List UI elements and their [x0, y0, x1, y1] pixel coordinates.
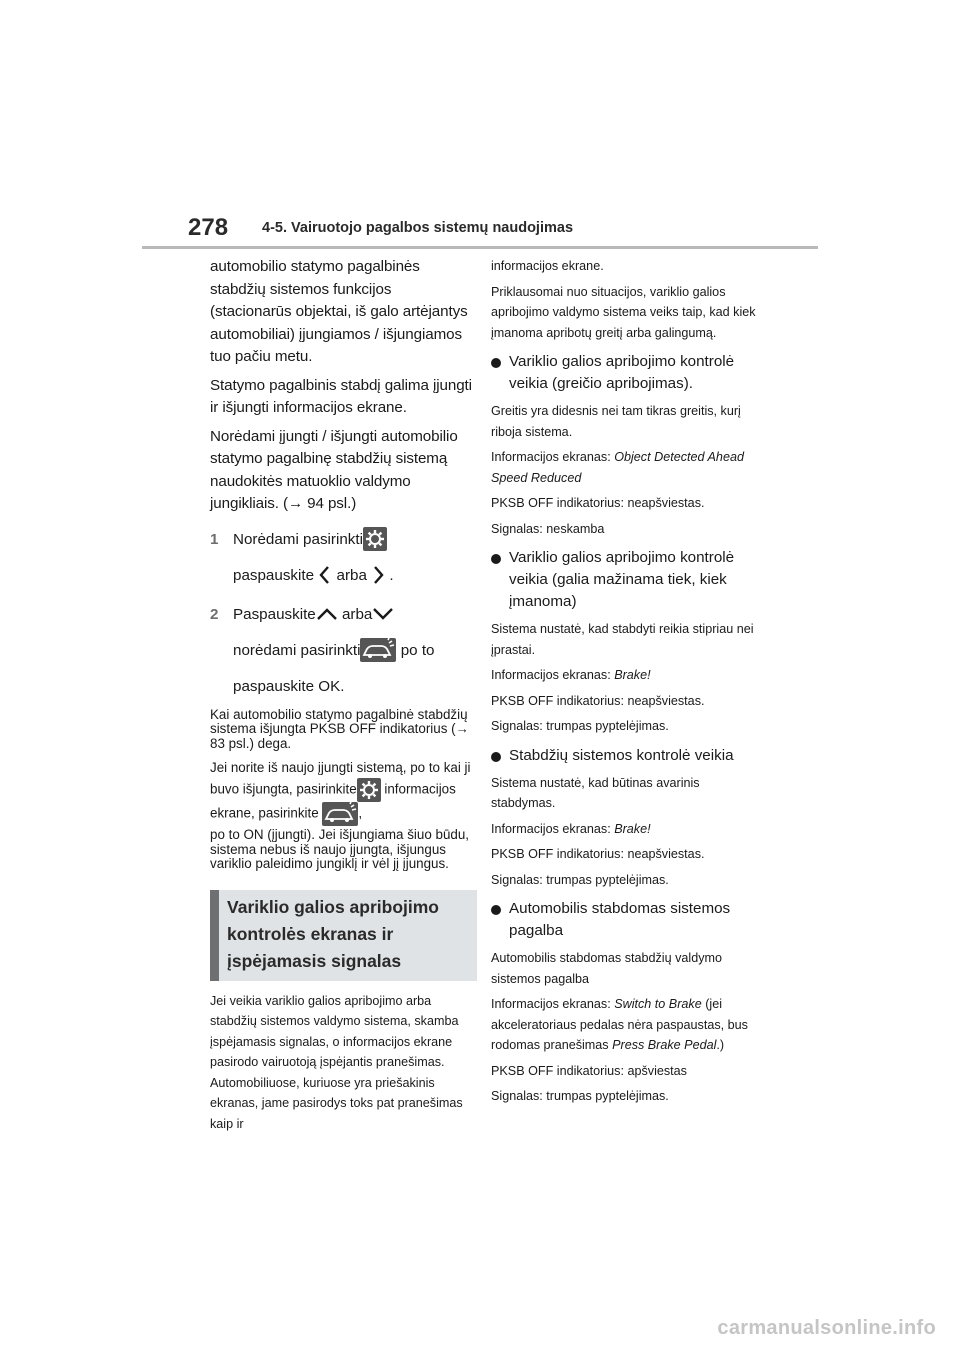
step-text: Norėdami pasirinkti: [233, 530, 363, 548]
info-value: Switch to Brake: [614, 997, 702, 1011]
info-text: .): [716, 1038, 725, 1052]
step-text: .: [340, 677, 345, 695]
signal-status: Signalas: neskamba: [491, 521, 605, 536]
info-label: Informacijos ekranas:: [491, 821, 611, 836]
chevron-right-icon: [371, 565, 385, 585]
pksb-status: PKSB OFF indikatorius: apšviestas: [491, 1063, 687, 1078]
info-label: Informacijos ekranas:: [491, 997, 611, 1011]
step-number: 1: [210, 530, 219, 548]
chevron-down-icon: [372, 607, 394, 621]
bullet-title: Automobilis stabdomas sistemos pagalba: [509, 900, 731, 939]
note: [210, 757, 472, 826]
car-sensor-icon: [322, 802, 358, 826]
info-display: [491, 447, 757, 488]
info-value: Press Brake Pedal: [612, 1038, 717, 1052]
gear-icon: [357, 778, 381, 802]
pksb-status: PKSB OFF indikatorius: neapšviestas.: [491, 496, 705, 510]
info-value: Object Detected Ahead Speed Reduced: [491, 450, 744, 485]
bullet-dot: [491, 358, 501, 368]
note: Kai automobilio statymo pagalbinė stabdžių sistema išjungta PKSB OFF indikatorius (→ 83 psl.) dega.: [210, 706, 469, 751]
step-text: norėdami pasirinkti: [233, 641, 361, 659]
step-text: arba: [341, 605, 373, 623]
bullet-dot: [491, 752, 501, 762]
signal-status: Signalas: trumpas pyptelėjimas.: [491, 1089, 669, 1103]
paragraph: Jei veikia variklio galios apribojimo arba stabdžių sistemos valdymo sistema, skamba įspėjamasis signalas, o informacijos ekrane pasirodo vairuotoją įspėjantis pranešimas. Automobiliuose, kuriuose yra priešakinis ekranas, jame pasirodys toks pat pranešimas kaip ir: [210, 993, 463, 1131]
paragraph: Priklausomai nuo situacijos, variklio galios apribojimo valdymo sistema veiks taip, kad kiek įmanoma apribotų greitį arba galingumą.: [491, 284, 756, 340]
info-display: [491, 819, 757, 840]
note-text: ,: [358, 805, 363, 821]
page-header: [142, 212, 818, 249]
bullet-item: [491, 351, 757, 395]
paragraph: Statymo pagalbinis stabdį galima įjungti ir išjungti informacijos ekrane.: [210, 376, 472, 416]
paragraph: Sistema nustatė, kad stabdyti reikia stipriau nei įprastai.: [491, 622, 754, 657]
paragraph: Norėdami įjungti / išjungti automobilio statymo pagalbinę stabdžių sistemą naudokitės matuoklio valdymo jungikliais. (→ 94 psl.): [210, 427, 458, 512]
step-text: paspauskite: [233, 566, 315, 584]
bullet-item: [491, 745, 757, 767]
bullet-title: Variklio galios apribojimo kontrolė veikia (greičio apribojimas).: [509, 353, 735, 392]
note: po to ON (įjungti). Jei išjungiama šiuo būdu, sistema nebus iš naujo įjungta, išjungus variklio paleidimo jungiklį ir vėl jį įjungus.: [210, 827, 470, 871]
info-value: Brake!: [614, 821, 651, 836]
bullet-title: Variklio galios apribojimo kontrolė veikia (galia mažinama tiek, kiek įmanoma): [509, 549, 735, 610]
paragraph: Greitis yra didesnis nei tam tikras greitis, kurį riboja sistema.: [491, 404, 741, 439]
info-label: Informacijos ekranas:: [491, 668, 611, 682]
info-display: [491, 994, 757, 1056]
step-1: [210, 522, 472, 594]
bullet-dot: [491, 905, 501, 915]
step-2: [210, 597, 472, 705]
car-sensor-icon: [360, 638, 396, 662]
bullet-dot: [491, 554, 501, 564]
paragraph: informacijos ekrane.: [491, 259, 604, 273]
chapter-title: 4-5. Vairuotojo pagalbos sistemų naudojimas: [262, 220, 574, 236]
page-number: 278: [188, 214, 229, 241]
section-title: Variklio galios apribojimo kontrolės ekranas ir įspėjamasis signalas: [210, 890, 477, 981]
gear-icon: [363, 527, 387, 551]
step-text: po to: [400, 641, 435, 659]
step-text: Paspauskite: [233, 605, 316, 623]
watermark: carmanualsonline.info: [717, 1317, 936, 1339]
info-text: (jei akceleratoriaus pedalas nėra paspaustas, bus rodomas pranešimas: [491, 997, 748, 1052]
pksb-status: PKSB OFF indikatorius: neapšviestas.: [491, 693, 705, 708]
signal-status: Signalas: trumpas pyptelėjimas.: [491, 872, 669, 887]
chevron-up-icon: [316, 607, 338, 621]
info-label: Informacijos ekranas:: [491, 450, 611, 464]
right-column: [491, 256, 757, 1112]
signal-status: Signalas: trumpas pyptelėjimas.: [491, 719, 669, 733]
bullet-item: [491, 898, 757, 942]
info-display: [491, 665, 757, 686]
chevron-left-icon: [318, 565, 332, 585]
paragraph: Sistema nustatė, kad būtinas avarinis stabdymas.: [491, 775, 700, 810]
step-number: 2: [210, 605, 219, 623]
left-column: [210, 256, 472, 1139]
info-value: Brake!: [614, 668, 651, 682]
step-text: paspauskite: [233, 677, 315, 695]
step-text: arba: [336, 566, 367, 584]
note-text: Jei norite iš naujo įjungti sistemą, po to kai ji buvo išjungta, pasirinkite: [210, 760, 471, 797]
paragraph: Automobilis stabdomas stabdžių valdymo sistemos pagalba: [491, 951, 722, 986]
bullet-item: [491, 547, 757, 613]
bullet-title: Stabdžių sistemos kontrolė veikia: [509, 746, 734, 764]
ok-label: OK: [318, 677, 341, 695]
note-text: informacijos ekrane, pasirinkite: [210, 781, 456, 821]
pksb-status: PKSB OFF indikatorius: neapšviestas.: [491, 847, 705, 861]
step-text: .: [389, 566, 394, 584]
paragraph: automobilio statymo pagalbinės stabdžių sistemos funkcijos (stacionarūs objektai, iš galo artėjantys automobiliai) įjungiamos / išjungiamos tuo pačiu metu.: [210, 258, 468, 365]
